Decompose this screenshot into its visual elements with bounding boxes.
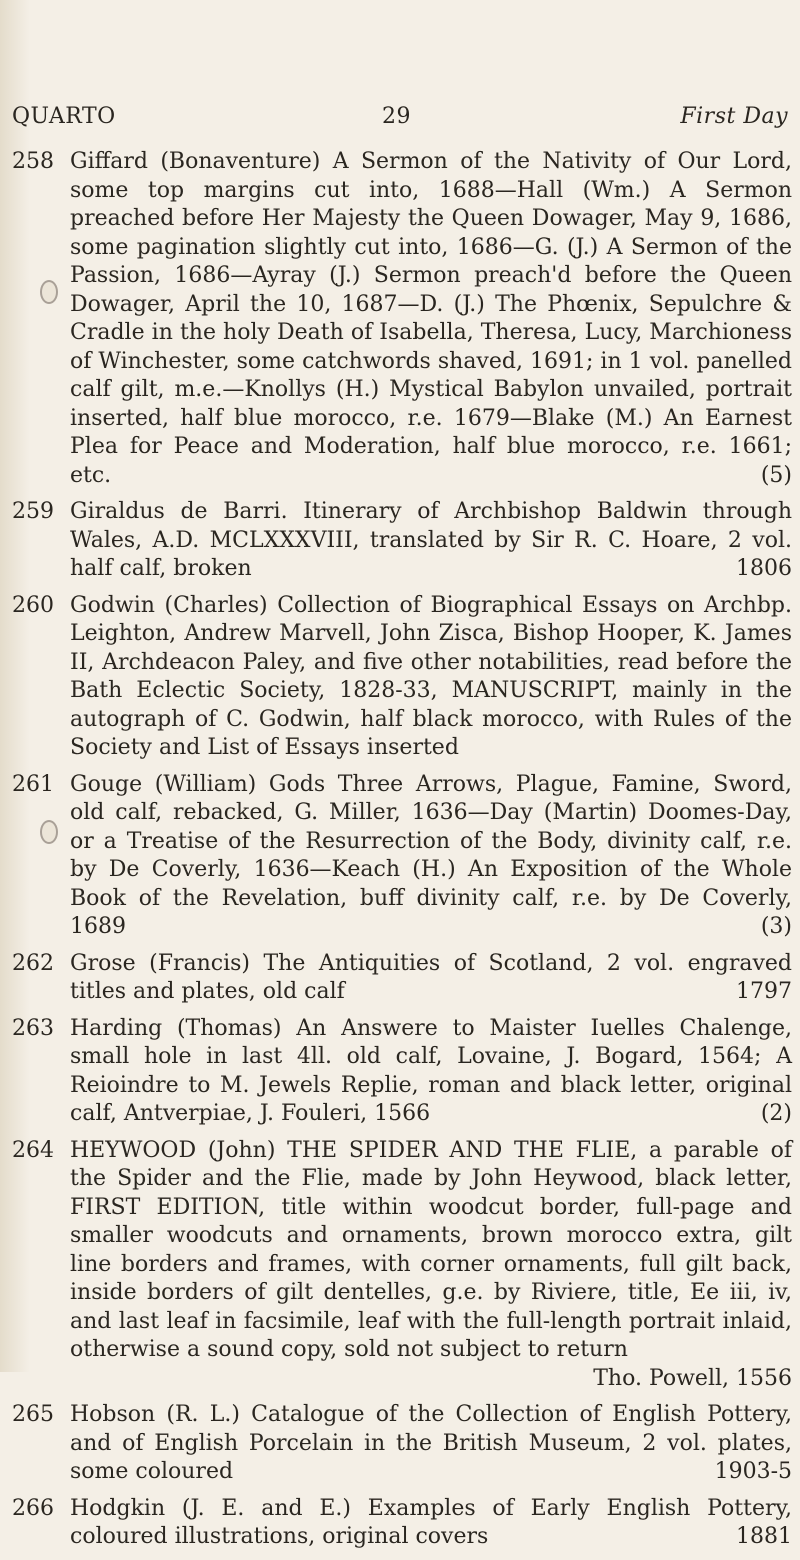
lot-number: 262 — [12, 950, 54, 976]
lot-entry — [12, 148, 792, 490]
lot-entry — [12, 1137, 792, 1394]
lot-text: Giraldus de Barri. Itinerary of Archbishop Baldwin through Wales, A.D. MCLXXXVIII, translated by Sir R. C. Hoare, 2 vol. half calf, broken — [70, 499, 792, 581]
lot-end: Tho. Powell, 1556 — [593, 1365, 792, 1391]
header-day: First Day — [680, 104, 788, 129]
lot-number: 258 — [12, 149, 54, 174]
lot-description — [70, 771, 792, 942]
lot-end: (3) — [760, 914, 792, 939]
lot-end: 1797 — [736, 979, 792, 1004]
lot-number: 260 — [12, 592, 54, 618]
lot-text: Hobson (R. L.) Catalogue of the Collection of English Pottery, and of English Porcelain in the British Museum, 2 vol. plates, some coloured — [70, 1402, 792, 1484]
lot-number: 266 — [12, 1495, 54, 1521]
page-number: 29 — [382, 104, 411, 129]
lot-entry — [12, 498, 792, 584]
lot-text: Harding (Thomas) An Answere to Maister Iuelles Chalenge, small hole in last 4ll. old calf, Lovaine, J. Bogard, 1564; A Reioindre to M. Jewels Replie, roman and black letter, original calf, Antverpiae, J. Fouleri, 1566 — [70, 1015, 792, 1126]
lot-text: Grose (Francis) The Antiquities of Scotland, 2 vol. engraved titles and plates, old calf — [70, 950, 792, 1004]
lot-number: 264 — [12, 1137, 54, 1163]
lot-end: 1806 — [736, 556, 792, 581]
lot-entry — [12, 950, 792, 1007]
lot-entry — [12, 1015, 792, 1129]
lot-end: (2) — [760, 1101, 792, 1126]
lot-number: 261 — [12, 771, 54, 797]
lot-end: (5) — [760, 462, 792, 488]
lot-description — [70, 1401, 792, 1487]
page-header — [12, 104, 788, 138]
lot-number: 263 — [12, 1015, 54, 1041]
lot-description — [70, 498, 792, 584]
lot-text: HEYWOOD (John) THE SPIDER AND THE FLIE, a parable of the Spider and the Flie, made by John Heywood, black letter, FIRST EDITION, title within woodcut border, full-page and smaller woodcuts and ornaments, brown morocco extra, gilt line borders and frames, with corner ornaments, full gilt back, inside borders of gilt dentelles, g.e. by Riviere, title, Ee iii, iv, and last leaf in facsimile, leaf with the full-length portrait inlaid, otherwise a sound copy, sold not subject to return — [70, 1137, 792, 1362]
lot-description — [70, 1137, 792, 1394]
lot-end: 1881 — [736, 1524, 792, 1549]
lot-entry — [12, 1495, 792, 1552]
lot-description — [70, 1495, 792, 1552]
lot-entry — [12, 1401, 792, 1487]
header-format: QUARTO — [12, 104, 116, 129]
lot-end: 1903-5 — [714, 1459, 792, 1484]
lot-description — [70, 1015, 792, 1129]
lot-description — [70, 950, 792, 1007]
lot-list — [12, 148, 792, 1560]
lot-text: Gouge (William) Gods Three Arrows, Plague, Famine, Sword, old calf, rebacked, G. Miller, 1636—Day (Martin) Doomes-Day, or a Treatise of the Resurrection of the Body, divinity calf, r.e. by De Coverly, 1636—Keach (H.) An Exposition of the Whole Book of the Revelation, buff divinity calf, r.e. by De Coverly, 1689 — [70, 771, 792, 939]
lot-number: 265 — [12, 1402, 54, 1427]
lot-text: Hodgkin (J. E. and E.) Examples of Early English Pottery, coloured illustrations, original covers — [70, 1495, 792, 1549]
lot-entry — [12, 592, 792, 763]
lot-description — [70, 148, 792, 490]
lot-text: Giffard (Bonaventure) A Sermon of the Nativity of Our Lord, some top margins cut into, 1688—Hall (Wm.) A Sermon preached before Her Majesty the Queen Dowager, May 9, 1686, some pagination slightly cut into, 1686—G. (J.) A Sermon of the Passion, 1686—Ayray (J.) Sermon preach'd before the Queen Dowager, April the 10, 1687—D. (J.) The Phœnix, Sepulchre & Cradle in the holy Death of Isabella, Theresa, Lucy, Marchioness of Winchester, some catchwords shaved, 1691; in 1 vol. panelled calf gilt, m.e.—Knollys (H.) Mystical Babylon unvailed, portrait inserted, half blue morocco, r.e. 1679—Blake (M.) An Earnest Plea for Peace and Moderation, half blue morocco, r.e. 1661; etc. — [70, 149, 792, 488]
lot-text: Godwin (Charles) Collection of Biographical Essays on Archbp. Leighton, Andrew Marvell, John Zisca, Bishop Hooper, K. James II, Archdeacon Paley, and five other notabilities, read before the Bath Eclectic Society, 1828-33, MANUSCRIPT, mainly in the autograph of C. Godwin, half black morocco, with Rules of the Society and List of Essays inserted — [70, 592, 792, 760]
lot-description — [70, 592, 792, 763]
lot-number: 259 — [12, 499, 54, 524]
lot-entry — [12, 771, 792, 942]
